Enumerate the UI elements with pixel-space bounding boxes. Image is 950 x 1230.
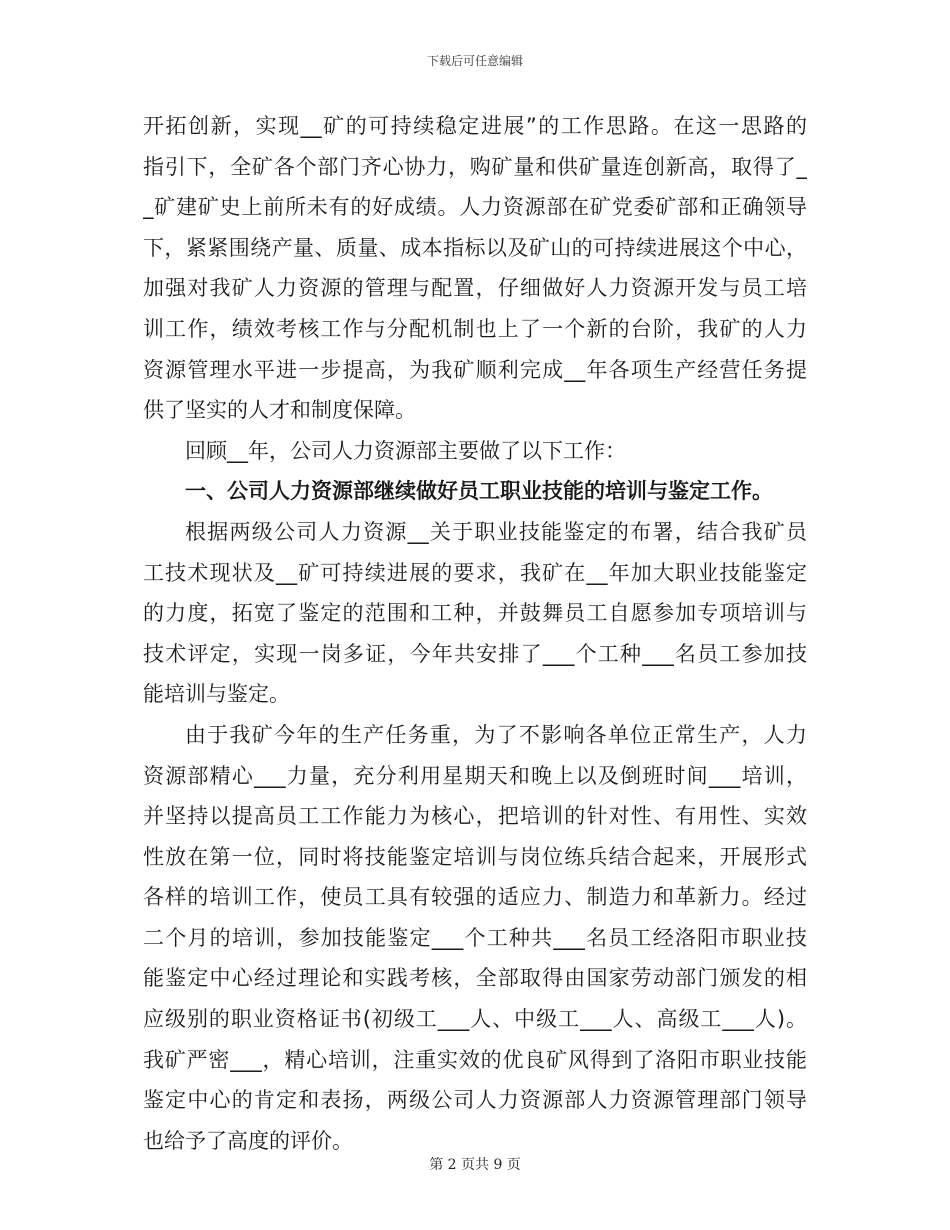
- text-line: 指引下，全矿各个部门齐心协力，购矿量和供矿量连创新高，取得了_: [143, 154, 807, 179]
- text-line: 鉴定中心的肯定和表扬，两级公司人力资源部人力资源管理部门领导: [143, 1088, 807, 1113]
- text-line: 各样的培训工作，使员工具有较强的适应力、制造力和革新力。经过: [143, 885, 807, 910]
- document-body: [143, 106, 807, 1161]
- text-line: 由于我矿今年的生产任务重，为了不影响各单位正常生产，人力: [185, 722, 807, 747]
- page-footer: 第 2 页共 9 页: [429, 1157, 521, 1173]
- text-line: 我矿严密___，精心培训，注重实效的优良矿风得到了洛阳市职业技能: [143, 1047, 807, 1072]
- text-line: 应级别的职业资格证书(初级工___人、中级工___人、高级工___人)。: [143, 1007, 807, 1032]
- text-line: 能鉴定中心经过理论和实践考核，全部取得由国家劳动部门颁发的相: [143, 966, 807, 991]
- text-line: 工技术现状及__矿可持续进展的要求，我矿在__年加大职业技能鉴定: [143, 560, 807, 585]
- text-line: 开拓创新，实现__矿的可持续稳定进展”的工作思路。在这一思路的: [143, 114, 807, 138]
- page-header: 下载后可任意编辑: [426, 54, 523, 68]
- text-line: 技术评定，实现一岗多证，今年共安排了___个工种___名员工参加技: [143, 641, 807, 666]
- text-line: 回顾__年，公司人力资源部主要做了以下工作：: [185, 438, 626, 463]
- section-heading: 一、公司人力资源部继续做好员工职业技能的培训与鉴定工作。: [185, 479, 773, 504]
- text-line: _矿建矿史上前所未有的好成绩。人力资源部在矿党委矿部和正确领导: [143, 195, 807, 220]
- text-line: 并坚持以提高员工工作能力为核心，把培训的针对性、有用性、实效: [143, 804, 807, 829]
- text-line: 资源管理水平进一步提高，为我矿顺利完成__年各项生产经营任务提: [143, 357, 807, 382]
- text-line: 供了坚实的人才和制度保障。: [143, 398, 416, 423]
- text-line: 性放在第一位，同时将技能鉴定培训与岗位练兵结合起来，开展形式: [143, 844, 807, 869]
- text-line: 也给予了高度的评价。: [143, 1128, 353, 1153]
- text-line: 根据两级公司人力资源__关于职业技能鉴定的布署，结合我矿员: [185, 519, 807, 544]
- text-line: 加强对我矿人力资源的管理与配置，仔细做好人力资源开发与员工培: [143, 276, 807, 301]
- text-line: 二个月的培训，参加技能鉴定___个工种共___名员工经洛阳市职业技: [143, 925, 807, 950]
- text-line: 资源部精心___力量，充分利用星期天和晚上以及倒班时间___培训，: [143, 763, 807, 788]
- text-line: 训工作，绩效考核工作与分配机制也上了一个新的台阶，我矿的人力: [143, 316, 807, 341]
- text-line: 的力度，拓宽了鉴定的范围和工种，并鼓舞员工自愿参加专项培训与: [143, 601, 807, 626]
- text-line: 下，紧紧围绕产量、质量、成本指标以及矿山的可持续进展这个中心，: [143, 235, 807, 260]
- text-line: 能培训与鉴定。: [143, 682, 290, 707]
